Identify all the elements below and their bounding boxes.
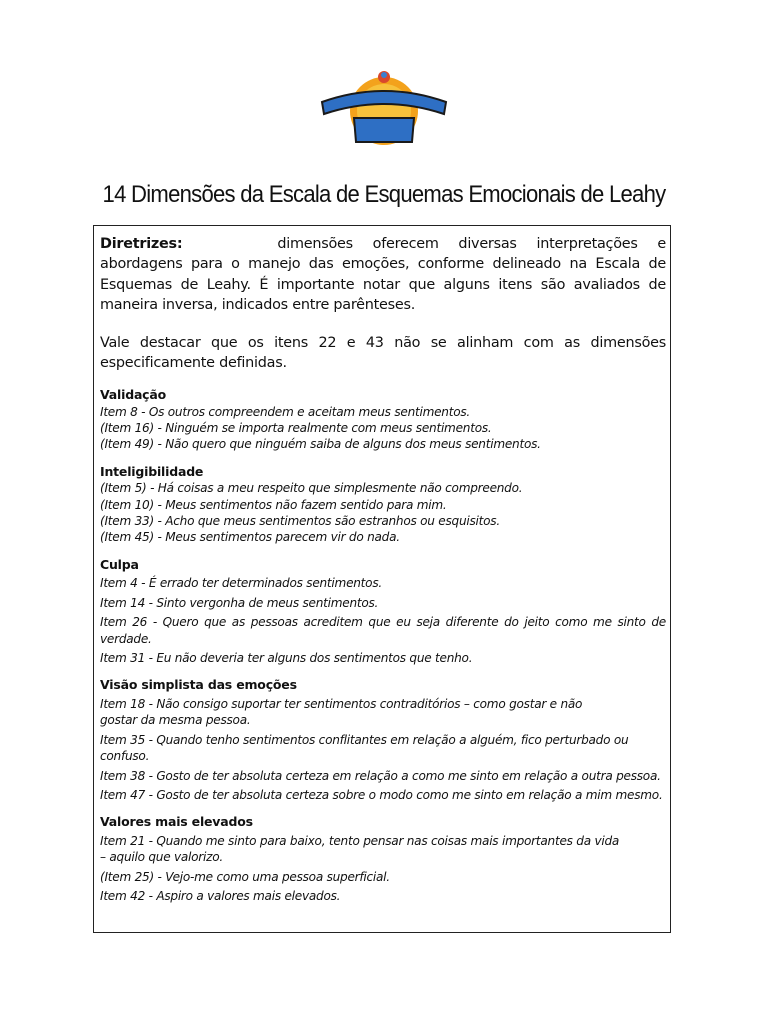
- guidelines-label: Diretrizes:: [100, 236, 183, 252]
- academia-da-tcc-logo: [314, 66, 454, 148]
- list-item: Item 8 - Os outros compreendem e aceitam meus sentimentos.: [100, 404, 471, 419]
- page-title: 14 Dimensões da Escala de Esquemas Emocionais de Leahy: [102, 181, 666, 208]
- list-item: Item 38 - Gosto de ter absoluta certeza em relação a como me sinto em relação a outra pessoa.: [100, 768, 661, 783]
- list-item: (Item 49) - Não quero que ninguém saiba de alguns dos meus sentimentos.: [100, 437, 541, 452]
- section-title: Inteligibilidade: [100, 463, 204, 479]
- list-item: Item 26 - Quero que as pessoas acreditem que eu seja diferente do jeito como me sinto de verdade.: [100, 615, 666, 646]
- list-item: Item 14 - Sinto vergonha de meus sentimentos.: [100, 595, 379, 610]
- list-item: Item 31 - Eu não deveria ter alguns dos sentimentos que tenho.: [100, 650, 473, 665]
- guidelines: [100, 234, 666, 374]
- list-item: Item 18 - Não consigo suportar ter sentimentos contraditórios – como gostar e não gostar da mesma pessoa.: [100, 696, 583, 728]
- list-item: (Item 16) - Ninguém se importa realmente com meus sentimentos.: [100, 420, 492, 435]
- list-item: Item 35 - Quando tenho sentimentos conflitantes em relação a alguém, fico perturbado ou confuso.: [100, 732, 629, 764]
- list-item: (Item 33) - Acho que meus sentimentos são estranhos ou esquisitos.: [100, 514, 500, 529]
- section-title: Visão simplista das emoções: [100, 677, 297, 693]
- section-title: Valores mais elevados: [100, 814, 253, 830]
- section-visao-simplista: [100, 677, 666, 803]
- guidelines-note: Vale destacar que os itens 22 e 43 não se alinham com as dimensões especificamente definidas.: [100, 335, 666, 372]
- list-item: (Item 25) - Vejo-me como uma pessoa superficial.: [100, 869, 390, 884]
- list-item: Item 42 - Aspiro a valores mais elevados.: [100, 889, 341, 904]
- section-validacao: [100, 387, 666, 453]
- list-item: (Item 10) - Meus sentimentos não fazem sentido para mim.: [100, 497, 447, 512]
- section-title: Validação: [100, 387, 167, 402]
- section-inteligibilidade: [100, 464, 666, 546]
- list-item: Item 4 - É errado ter determinados sentimentos.: [100, 576, 382, 591]
- section-valores-mais-elevados: [100, 814, 666, 904]
- guidelines-text: dimensões oferecem diversas interpretações e abordagens para o manejo das emoções, conforme delineado na Escala de Esquemas de Leahy. É importante notar que alguns itens são avaliados de maneira inversa, indicados entre parênteses.: [100, 236, 666, 313]
- section-culpa: [100, 557, 666, 667]
- list-item: Item 47 - Gosto de ter absoluta certeza sobre o modo como me sinto em relação a mim mesmo.: [100, 787, 663, 802]
- list-item: Item 21 - Quando me sinto para baixo, tento pensar nas coisas mais importantes da vida – aquilo que valorizo.: [100, 833, 620, 865]
- list-item: (Item 45) - Meus sentimentos parecem vir do nada.: [100, 530, 400, 545]
- content-box: [93, 225, 671, 933]
- dimension-list: [100, 387, 666, 915]
- section-title: Culpa: [100, 556, 139, 572]
- list-item: (Item 5) - Há coisas a meu respeito que simplesmente não compreendo.: [100, 481, 523, 496]
